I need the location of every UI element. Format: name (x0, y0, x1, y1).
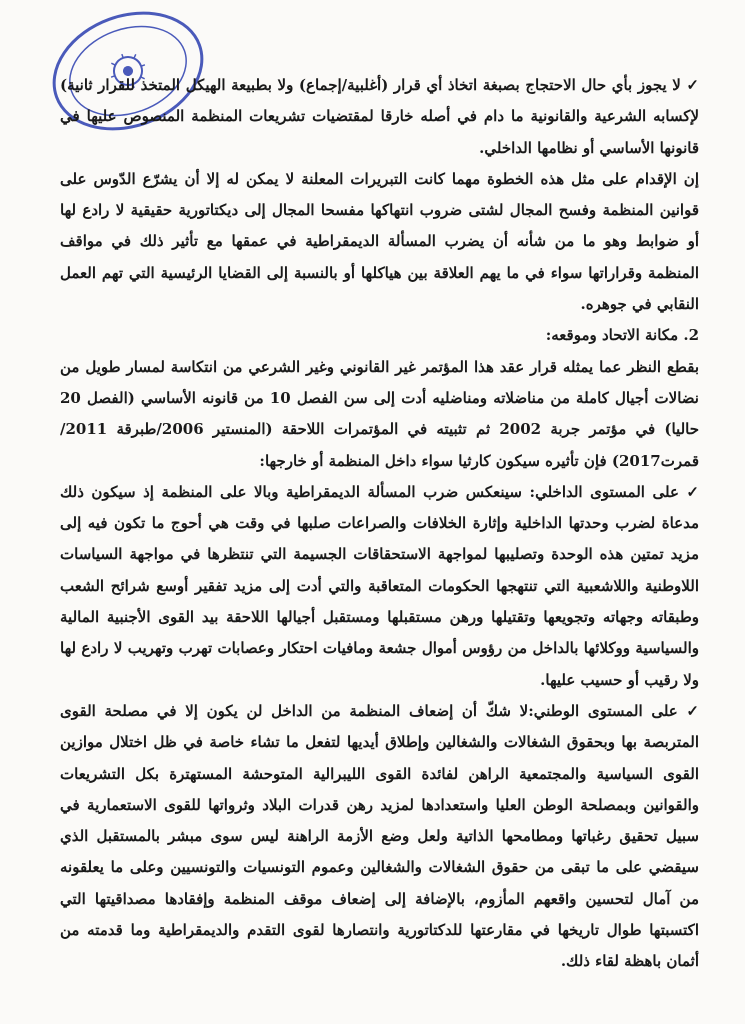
paragraph-consequences: إن الإقدام على مثل هذه الخطوة مهما كانت التبريرات المعلنة لا يمكن له إلا أن يشرّع الدّوس على قوانين المنظمة وفسح المجال لشتى ضروب انتهاكها مفسحا المجال إلى ديكتاتورية حقيقية لا رادع لها أو ضوابط وهو ما من شأنه أن يضرب المسألة الديمقراطية في عمقها مع تأثير ذلك في مواقف المنظمة وقراراتها سواء في ما يهم العلاقة بين هياكلها أو بالنسبة إلى القضايا الرئيسية التي تهم العمل النقابي في جوهره. (60, 169, 699, 314)
section-heading-union-position: 2. مكانة الاتحاد وموقعه: (545, 326, 699, 345)
paragraph-internal-level: ✓ على المستوى الداخلي: سينعكس ضرب المسألة الديمقراطية وبالا على المنظمة إذ سيكون ذلك مدعاة لضرب وحدتها الداخلية وإثارة الخلافات والصراعات صلبها في وقت هي أحوج ما تكون فيه إلى مزيد تمتين هذه الوحدة وتصليبها لمواجهة الاستحقاقات الجسيمة التي تنتظرها في مواجهة السياسات اللاوطنية واللاشعبية التي تنتهجها الحكومات المتعاقبة والتي أدت إلى مزيد تفقير أوسع شرائح الشعب وطبقاته وجهاته وتجويعها وتقتيلها ورهن مستقبلها ومستقبل أجيالها اللاحقة بيد القوى الأجنبية المالية والسياسية ووكلائها بالداخل من رؤوس أموال جشعة ومافيات احتكار وعصابات تهرب وتهريب لا رادع لها ولا رقيب أو حسيب عليها. (60, 482, 699, 689)
document-body (60, 70, 699, 978)
paragraph-congress-impact: بقطع النظر عما يمثله قرار عقد هذا المؤتمر غير القانوني وغير الشرعي من انتكاسة لمسار طويل من نضالات أجيال كاملة من مناضلاته ومناضليه أدت إلى سن الفصل 10 من قانونه الأساسي (الفصل 20 حاليا) في مؤتمر جربة 2002 ثم تثبيته في المؤتمرات اللاحقة (المنستير 2006/طبرقة 2011/قمرت2017) فإن تأثيره سيكون كارثيا سواء داخل المنظمة أو خارجها: (60, 357, 699, 470)
paragraph-decision-validity: ✓ لا يجوز بأي حال الاحتجاج بصبغة اتخاذ أي قرار (أغلبية/إجماع) ولا بطبيعة الهيكل المتخذ للقرار ثانية) لإكسابه الشرعية والقانونية ما دام في أصله خارقا لمقتضيات تشريعات المنظمة المنصوص عليها في قانونها الأساسي أو نظامها الداخلي. (60, 76, 699, 157)
paragraph-national-level: ✓ على المستوى الوطني:لا شكّ أن إضعاف المنظمة من الداخل لن يكون إلا في مصلحة القوى المتربصة بها وبحقوق الشغالات والشغالين وإطلاق أيديها لتفعل ما تشاء خاصة في ظل اختلال موازين القوى السياسية والمجتمعية الراهن لفائدة القوى الليبرالية المتوحشة المستهترة بكل التشريعات والقوانين وبمصلحة الوطن العليا واستعدادها لمزيد رهن قدرات البلاد وثرواتها للقوى الاستعمارية في سبيل تحقيق رغباتها ومطامحها الذاتية ولعل وضع الأزمة الراهنة ليس سوى مبشر بالمستقبل الذي سيقضي على ما تبقى من حقوق الشغالات والشغالين وعموم التونسيات والتونسيين وعلى ما يعلقونه من آمال لتحسين واقعهم المأزوم، بالإضافة إلى إضعاف موقف المنظمة وإفقادها مصداقيتها التي اكتسبتها طوال تاريخها في مقارعتها للدكتاتورية وانتصارها لقوى التقدم والديمقراطية وما قدمته من أثمان باهظة لقاء ذلك. (60, 701, 699, 971)
